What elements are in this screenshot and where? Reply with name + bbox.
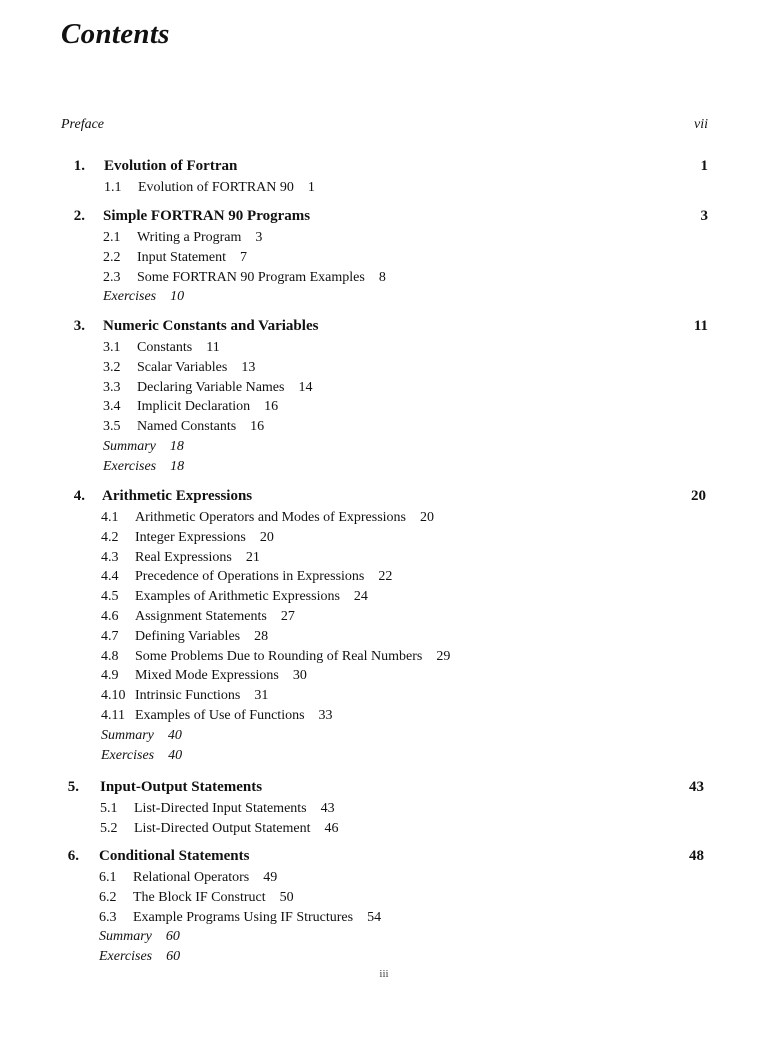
section-number: 2.1 xyxy=(103,230,121,245)
chapter-page: 3 xyxy=(700,208,708,224)
section-entry xyxy=(101,567,768,587)
section-number: 2.3 xyxy=(103,269,121,285)
chapter-title: Conditional Statements xyxy=(99,848,250,864)
section-page: 33 xyxy=(318,707,333,723)
section-page: 43 xyxy=(320,801,335,816)
section-title: Relational Operators xyxy=(133,870,250,885)
chapter-heading xyxy=(0,779,768,799)
section-number: 4.1 xyxy=(101,510,119,525)
section-number: 6.2 xyxy=(99,889,117,905)
chapter-title: Evolution of Fortran xyxy=(104,158,238,174)
chapter-number: 1. xyxy=(73,158,85,174)
chapter-1 xyxy=(0,158,768,198)
section-page: 24 xyxy=(353,589,368,605)
section-title: Constants xyxy=(137,340,193,355)
chapter-title: Numeric Constants and Variables xyxy=(103,318,319,334)
section-entry xyxy=(101,548,768,568)
extra-title: Summary xyxy=(99,929,152,945)
chapter-heading xyxy=(0,318,768,338)
section-entry xyxy=(103,358,768,378)
section-number: 4.11 xyxy=(101,707,125,723)
section-entry xyxy=(101,587,768,607)
section-title: Input Statement xyxy=(137,249,227,265)
section-entry xyxy=(103,248,768,268)
extra-page: 10 xyxy=(170,289,185,305)
chapter-3 xyxy=(0,318,768,477)
section-number: 5.2 xyxy=(100,820,118,836)
section-page: 8 xyxy=(378,269,386,285)
section-title: Intrinsic Functions xyxy=(135,688,241,704)
section-title: Scalar Variables xyxy=(137,359,228,375)
chapter-number: 4. xyxy=(73,488,85,504)
section-title: Declaring Variable Names xyxy=(137,379,285,395)
section-number: 4.7 xyxy=(101,628,119,644)
section-entry xyxy=(103,268,768,288)
section-number: 4.8 xyxy=(101,648,119,664)
section-number: 4.5 xyxy=(101,589,119,605)
section-page: 31 xyxy=(254,688,269,704)
section-number: 5.1 xyxy=(100,801,118,816)
extra-title: Exercises xyxy=(103,289,157,305)
section-entry xyxy=(104,178,768,198)
section-number: 1.1 xyxy=(104,180,122,195)
chapter-heading xyxy=(0,158,768,178)
section-entry xyxy=(103,338,768,358)
section-entry xyxy=(101,627,768,647)
section-title: Integer Expressions xyxy=(135,529,246,545)
extra-title: Exercises xyxy=(99,949,153,965)
section-page: 27 xyxy=(280,608,295,624)
extra-title: Exercises xyxy=(103,458,157,474)
chapter-page: 11 xyxy=(693,318,708,334)
section-number: 6.3 xyxy=(99,909,117,925)
section-title: Precedence of Operations in Expressions xyxy=(135,569,365,585)
exercises-entry xyxy=(103,287,768,307)
section-number: 3.5 xyxy=(103,419,121,435)
section-title: Some FORTRAN 90 Program Examples xyxy=(137,269,365,285)
section-page: 49 xyxy=(263,870,278,885)
preface-label: Preface xyxy=(61,117,105,132)
extra-title: Summary xyxy=(101,727,154,743)
chapter-title: Arithmetic Expressions xyxy=(102,488,253,504)
section-page: 54 xyxy=(367,909,382,925)
chapter-page: 1 xyxy=(700,158,708,174)
chapter-number: 5. xyxy=(67,779,79,795)
section-entry xyxy=(100,819,768,839)
section-page: 13 xyxy=(241,359,256,375)
section-title: Defining Variables xyxy=(135,628,241,644)
exercises-entry xyxy=(99,947,768,967)
chapter-2 xyxy=(0,208,768,307)
section-page: 22 xyxy=(378,569,393,585)
section-title: Assignment Statements xyxy=(135,608,267,624)
exercises-entry xyxy=(103,457,768,477)
section-title: Real Expressions xyxy=(135,549,232,565)
preface-entry xyxy=(61,117,708,133)
section-title: Mixed Mode Expressions xyxy=(135,668,279,684)
section-number: 3.2 xyxy=(103,359,121,375)
section-title: List-Directed Input Statements xyxy=(134,801,307,816)
section-entry xyxy=(103,417,768,437)
chapter-page: 48 xyxy=(689,848,704,864)
section-number: 2.2 xyxy=(103,249,121,265)
extra-page: 18 xyxy=(169,438,184,454)
section-page: 28 xyxy=(254,628,269,644)
summary-entry xyxy=(101,726,768,746)
section-entry xyxy=(101,607,768,627)
section-title: The Block IF Construct xyxy=(133,889,266,905)
section-page: 30 xyxy=(292,668,307,684)
section-entry xyxy=(100,799,768,819)
section-entry xyxy=(99,908,768,928)
chapter-number: 6. xyxy=(67,848,79,864)
section-number: 4.3 xyxy=(101,549,119,565)
section-entry xyxy=(103,378,768,398)
chapter-title: Simple FORTRAN 90 Programs xyxy=(103,208,311,224)
section-entry xyxy=(101,706,768,726)
section-title: Evolution of FORTRAN 90 xyxy=(138,180,294,195)
chapter-5 xyxy=(0,779,768,839)
section-number: 3.4 xyxy=(103,399,121,415)
section-entry xyxy=(99,868,768,888)
section-entry xyxy=(101,666,768,686)
section-number: 4.2 xyxy=(101,529,119,545)
chapter-4 xyxy=(0,488,768,765)
section-number: 4.4 xyxy=(101,569,119,585)
section-page: 50 xyxy=(279,889,294,905)
section-title: Implicit Declaration xyxy=(137,399,251,415)
chapter-number: 3. xyxy=(73,318,85,334)
section-page: 16 xyxy=(264,399,279,415)
section-page: 3 xyxy=(255,230,263,245)
section-entry xyxy=(101,686,768,706)
section-entry xyxy=(101,647,768,667)
extra-title: Summary xyxy=(103,438,156,454)
section-entry xyxy=(103,397,768,417)
preface-page: vii xyxy=(694,117,708,132)
section-number: 3.1 xyxy=(103,340,121,355)
section-page: 29 xyxy=(436,648,451,664)
page-title: Contents xyxy=(61,18,170,50)
section-title: Example Programs Using IF Structures xyxy=(133,909,354,925)
section-title: List-Directed Output Statement xyxy=(134,820,311,836)
extra-page: 60 xyxy=(166,949,181,965)
extra-page: 40 xyxy=(167,727,182,743)
chapter-page: 20 xyxy=(691,488,706,504)
extra-page: 60 xyxy=(165,929,180,945)
exercises-entry xyxy=(101,746,768,766)
chapter-heading xyxy=(0,848,768,868)
chapter-heading xyxy=(0,208,768,228)
section-page: 46 xyxy=(324,820,339,836)
section-title: Examples of Use of Functions xyxy=(135,707,305,723)
section-number: 6.1 xyxy=(99,870,117,885)
section-page: 20 xyxy=(420,510,434,525)
section-title: Arithmetic Operators and Modes of Expressions xyxy=(135,510,406,525)
section-page: 21 xyxy=(245,549,260,565)
section-number: 4.10 xyxy=(101,688,126,704)
section-page: 16 xyxy=(250,419,265,435)
chapter-page: 43 xyxy=(689,779,704,795)
section-number: 4.9 xyxy=(101,668,119,684)
section-title: Some Problems Due to Rounding of Real Numbers xyxy=(135,648,423,664)
section-page: 14 xyxy=(298,379,313,395)
section-entry xyxy=(99,888,768,908)
section-title: Named Constants xyxy=(137,419,237,435)
summary-entry xyxy=(103,437,768,457)
section-number: 4.6 xyxy=(101,608,119,624)
section-number: 3.3 xyxy=(103,379,121,395)
section-entry xyxy=(101,528,768,548)
extra-page: 18 xyxy=(170,458,185,474)
chapter-number: 2. xyxy=(73,208,85,224)
extra-title: Exercises xyxy=(101,747,155,763)
section-entry xyxy=(103,228,768,248)
page-folio: iii xyxy=(379,968,389,980)
section-page: 20 xyxy=(259,529,274,545)
summary-entry xyxy=(99,927,768,947)
section-title: Writing a Program xyxy=(137,230,242,245)
chapter-6 xyxy=(0,848,768,967)
section-page: 11 xyxy=(206,340,220,355)
extra-page: 40 xyxy=(168,747,183,763)
chapter-title: Input-Output Statements xyxy=(100,779,263,795)
chapter-heading xyxy=(0,488,768,508)
section-entry xyxy=(101,508,768,528)
section-page: 1 xyxy=(307,180,315,195)
section-title: Examples of Arithmetic Expressions xyxy=(135,589,340,605)
section-page: 7 xyxy=(240,249,248,265)
